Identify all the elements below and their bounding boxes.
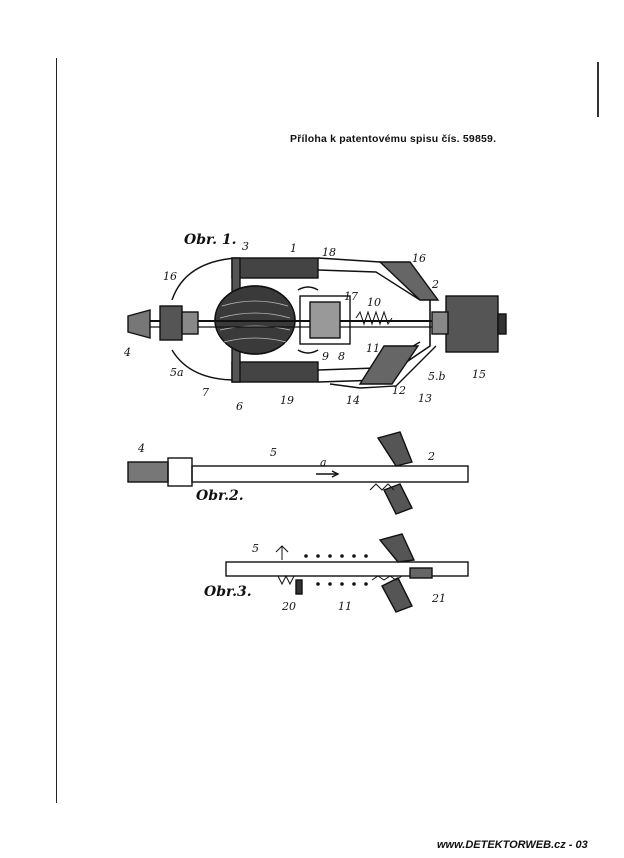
fig1-label-6: 6: [236, 400, 243, 413]
fig1-label-13: 13: [418, 392, 432, 405]
figure-2-title: Obr.2.: [196, 488, 244, 504]
figure-3-title: Obr.3.: [204, 584, 252, 600]
fig1-label-11: 11: [366, 342, 380, 355]
fig1-label-17: 17: [344, 290, 358, 303]
fig2-label-4: 4: [138, 442, 145, 455]
fig2-label-5: 5: [270, 446, 277, 459]
fig1-label-3: 3: [242, 240, 249, 253]
fig1-label-4: 4: [124, 346, 131, 359]
fig1-label-9: 9: [322, 350, 329, 363]
fig1-label-19: 19: [280, 394, 294, 407]
fig3-label-11: 11: [338, 600, 352, 613]
fig1-label-14: 14: [346, 394, 360, 407]
fig1-label-16b: 16: [412, 252, 426, 265]
figure-1-title: Obr. 1.: [184, 232, 237, 248]
fig1-label-15: 15: [472, 368, 486, 381]
fig3-label-21: 21: [432, 592, 446, 605]
figure-1: [128, 258, 506, 388]
fig1-label-18: 18: [322, 246, 336, 259]
fig2-label-a: a: [320, 456, 327, 469]
page-header: Příloha k patentovému spisu čís. 59859.: [290, 133, 497, 145]
fig1-label-2: 2: [432, 278, 439, 291]
fig1-label-12: 12: [392, 384, 406, 397]
page-footer: www.DETEKTORWEB.cz - 03: [437, 839, 588, 851]
fig1-label-5a: 5a: [170, 366, 184, 379]
fig2-label-2: 2: [428, 450, 435, 463]
fig1-label-1: 1: [290, 242, 297, 255]
fig1-label-5b: 5.b: [428, 370, 446, 383]
fig3-label-5: 5: [252, 542, 259, 555]
fig1-label-8: 8: [338, 350, 345, 363]
fig1-label-7: 7: [202, 386, 209, 399]
fig1-label-16a: 16: [163, 270, 177, 283]
fig1-label-10: 10: [367, 296, 381, 309]
fig3-label-20: 20: [282, 600, 296, 613]
figure-2: [128, 432, 468, 514]
